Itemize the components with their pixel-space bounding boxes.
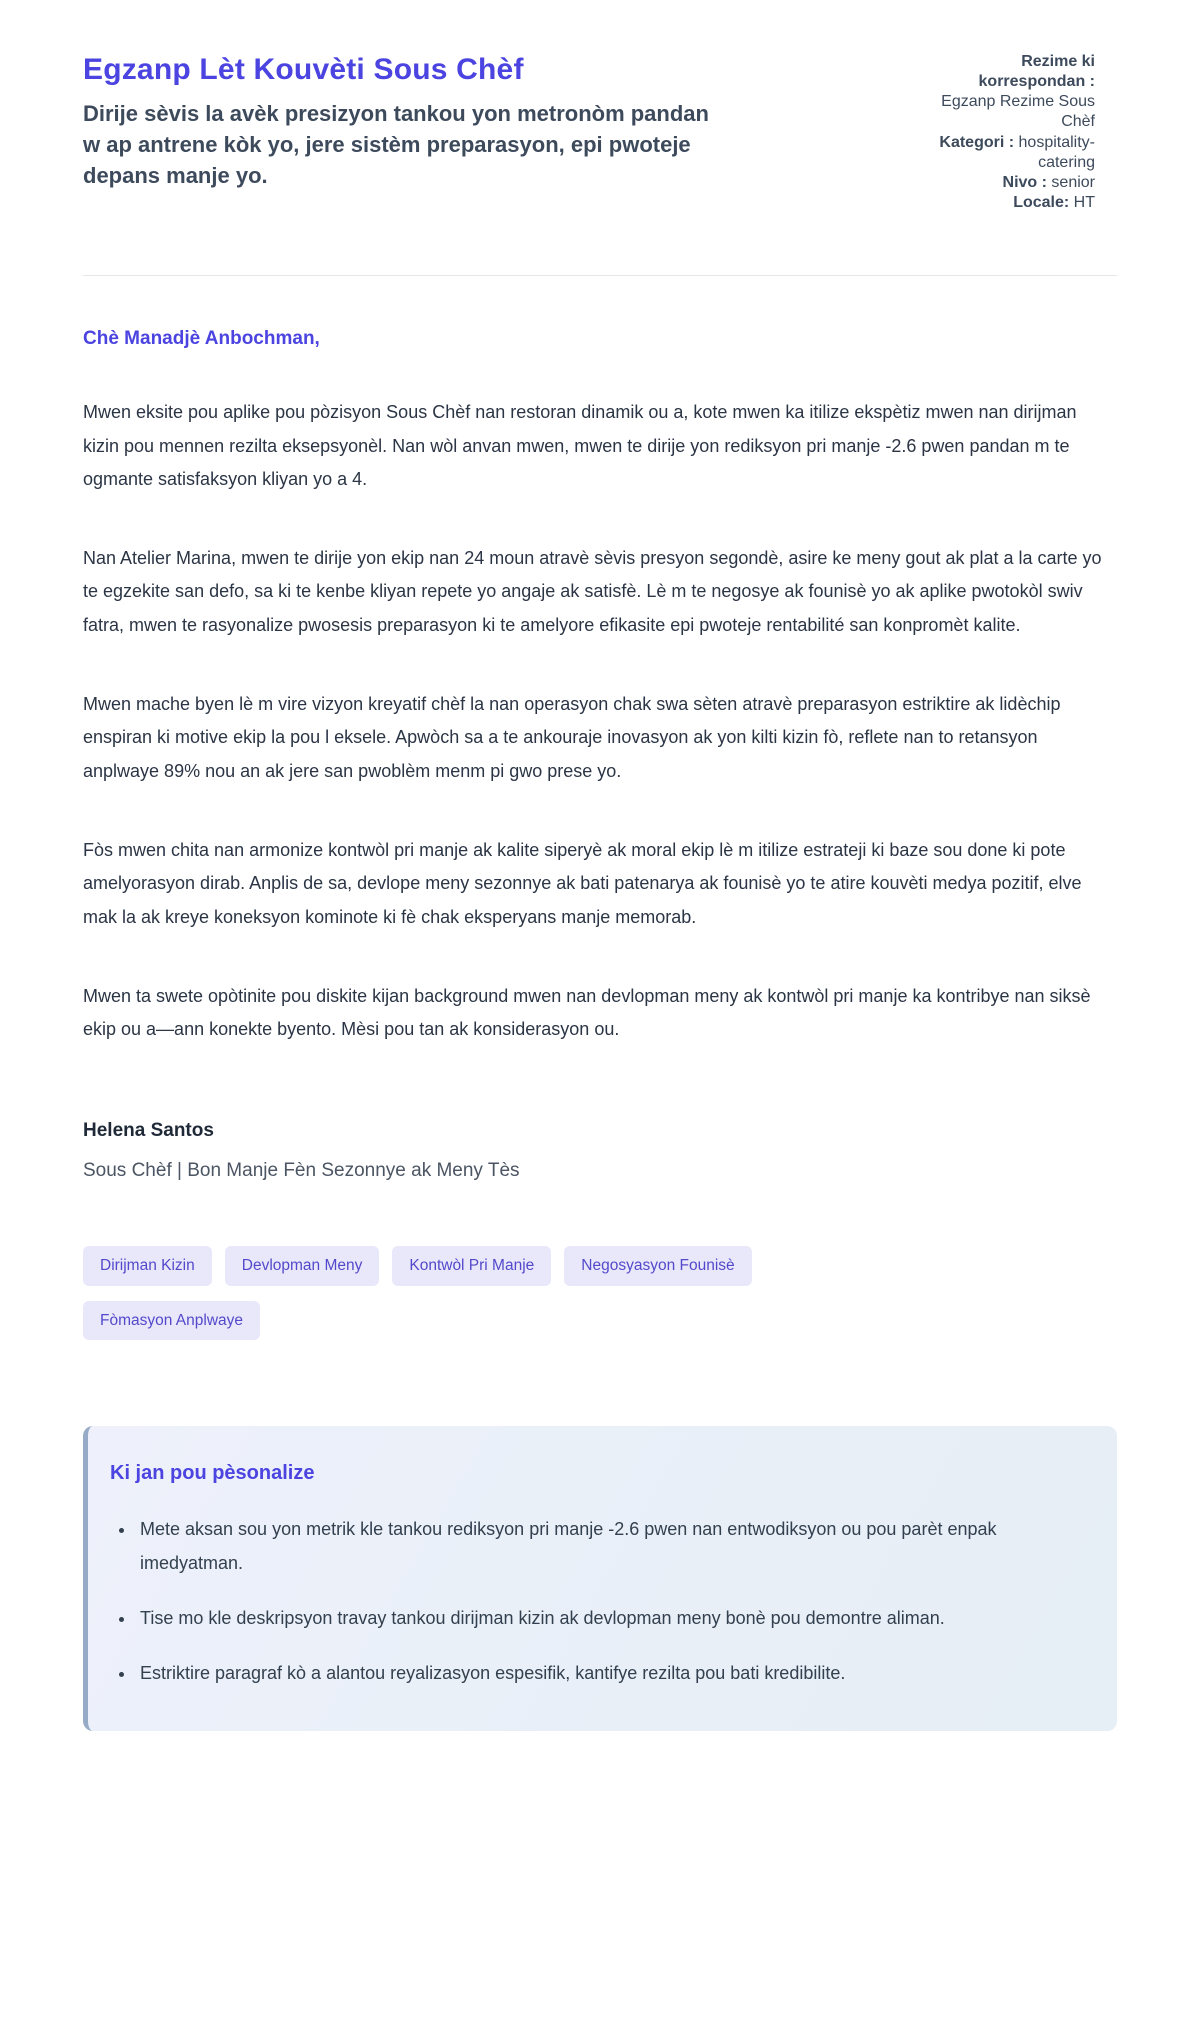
customize-tips-list xyxy=(110,1513,1075,1690)
meta-category xyxy=(923,133,1095,173)
meta-locale-value: HT xyxy=(1073,194,1095,212)
customize-tip-3: • Estriktire paragraf kò a alantou reyalizasyon espesifik, kantifye rezilta pou bati kredibilite. xyxy=(136,1657,1056,1690)
header xyxy=(83,52,1117,213)
tag-chip-vendor-negotiation: Negosyasyon Founisè xyxy=(564,1246,751,1286)
letter-paragraph-4: Fòs mwen chita nan armonize kontwòl pri manje ak kalite siperyè ak moral ekip lè m itilize estrateji ki baze sou done ki pote amelyorasyon dirab. Anplis de sa, devlope meny sezonnye ak bati patenarya ak founisè yo te atire kouvèti medya pozitif, elve mak la ak kreye koneksyon kominote ki fè chak eksperyans manje memorab. xyxy=(83,839,1082,927)
letter-paragraph-2: Nan Atelier Marina, mwen te dirije yon ekip nan 24 moun atravè sèvis presyon segondè, asire ke meny gout ak plat a la carte yo te egzekite san defo, sa ki te kenbe kliyan repete yo angaje ak satisfè. Lè m te negosye ak founisè yo ak aplike pwotokòl swiv fatra, mwen te rasyonalize pwosesis preparasyon ki te amelyore efikasite epi pwoteje rentabilité san konpromèt kalite. xyxy=(83,548,1102,635)
header-divider xyxy=(83,275,1117,276)
meta-level-value: senior xyxy=(1051,173,1095,191)
signature-name: Helena Santos xyxy=(83,1120,214,1142)
customize-tip-1: • Mete aksan sou yon metrik kle tankou rediksyon pri manje -2.6 pwen nan entwodiksyon ou pou parèt enpak imedyatman. xyxy=(136,1513,1056,1580)
letter-paragraph-3: Mwen mache byen lè m vire vizyon kreyatif chèf la nan operasyon chak swa sèten atravè preparasyon estriktire ak lidèchip enspiran ki motive ekip la pou l eksele. Apwòch sa a te ankouraje inovasyon ak yon kilti kizin fò, reflete nan to retansyon anplwaye 89% nou an ak jere san pwoblèm menm pi gwo prese yo. xyxy=(83,694,1061,781)
signature-title: Sous Chèf | Bon Manje Fèn Sezonnye ak Meny Tès xyxy=(83,1160,520,1182)
letter-paragraph-1: Mwen eksite pou aplike pou pòzisyon Sous Chèf nan restoran dinamik ou a, kote mwen ka itilize ekspètiz mwen nan dirijman kizin pou mennen rezilta eksepsyonèl. Nan wòl anvan mwen, mwen te dirije yon rediksyon pri manje -2.6 pwen pandan m te ogmante satisfaksyon kliyan yo a 4. xyxy=(83,402,1077,489)
page-title: Egzanp Lèt Kouvèti Sous Chèf xyxy=(83,53,524,86)
customize-tip-2: • Tise mo kle deskripsyon travay tankou dirijman kizin ak devlopman meny bonè pou demontre aliman. xyxy=(136,1602,1056,1635)
meta-locale xyxy=(923,193,1095,213)
tag-chip-kitchen-management: Dirijman Kizin xyxy=(83,1246,212,1286)
header-titles xyxy=(83,52,728,192)
letter-paragraph-5: Mwen ta swete opòtinite pou diskite kijan background mwen nan devlopman meny ak kontwòl pri manje ka kontribye nan siksè ekip ou a—ann konekte byento. Mèsi pou tan ak konsiderasyon ou. xyxy=(83,985,1091,1040)
page-subtitle: Dirije sèvis la avèk presizyon tankou yon metronòm pandan w ap antrene kòk yo, jere sistèm preparasyon, epi pwoteje depans manje yo. xyxy=(83,101,709,189)
tag-chip-food-cost-control: Kontwòl Pri Manje xyxy=(392,1246,551,1286)
document-meta xyxy=(923,52,1095,213)
meta-level-label: Nivo : xyxy=(1002,173,1047,191)
skill-tags xyxy=(83,1246,848,1340)
tag-chip-staff-training: Fòmasyon Anplwaye xyxy=(83,1301,260,1341)
tag-chip-menu-development: Devlopman Meny xyxy=(225,1246,380,1286)
meta-locale-label: Locale: xyxy=(1013,194,1070,212)
meta-category-value: hospitality-catering xyxy=(1018,133,1095,171)
meta-category-label: Kategori : xyxy=(939,133,1015,151)
customize-card-title: Ki jan pou pèsonalize xyxy=(110,1462,315,1485)
signature-block xyxy=(83,1120,1117,1182)
meta-resume-label: Rezime ki korrespondan : xyxy=(978,53,1095,91)
letter-greeting: Chè Manadjè Anbochman, xyxy=(83,328,320,350)
customize-card xyxy=(83,1426,1117,1730)
meta-resume-value: Egzanp Rezime Sous Chèf xyxy=(941,93,1095,131)
meta-resume xyxy=(923,52,1095,133)
meta-level xyxy=(923,173,1095,193)
